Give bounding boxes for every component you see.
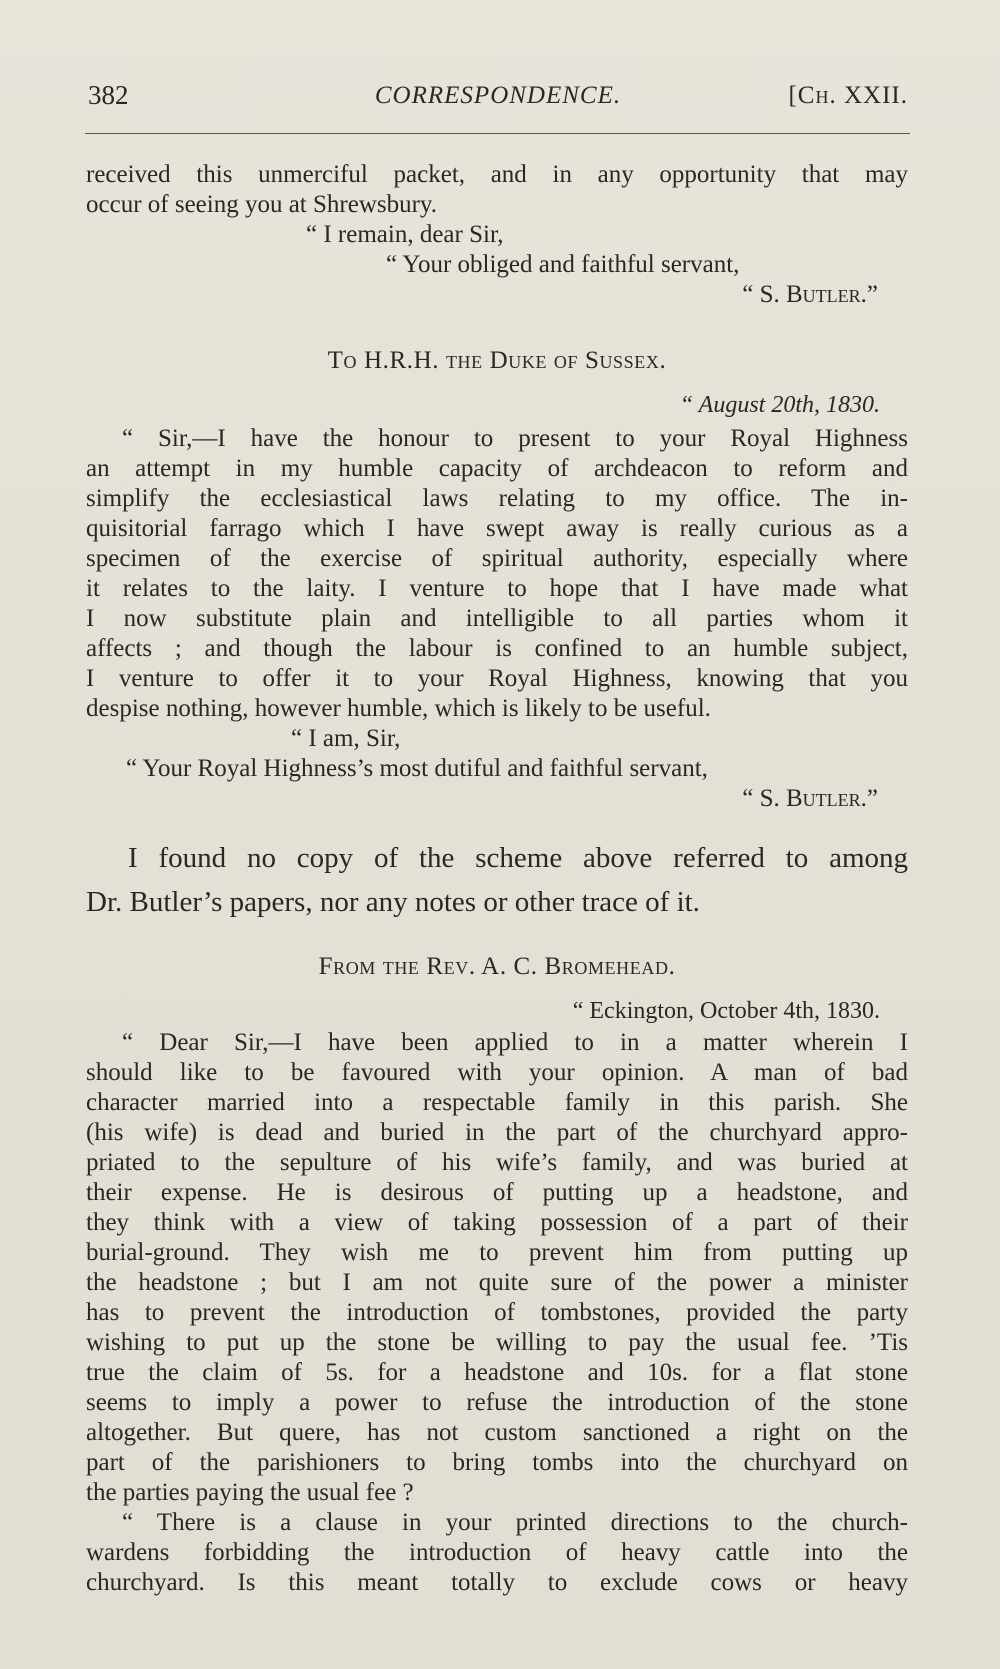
- text-line: received this unmerciful packet, and in any opportunity that may: [86, 161, 908, 188]
- text-line: should like to be favoured with your opinion. A man of bad: [86, 1059, 908, 1086]
- running-header: [88, 80, 908, 114]
- text-line: seems to imply a power to refuse the introduction of the stone: [86, 1389, 908, 1416]
- text-line: wardens forbidding the introduction of heavy cattle into the: [86, 1539, 908, 1566]
- chapter-label: [Ch. XXII.: [788, 82, 908, 109]
- header-rule: [85, 133, 910, 134]
- text-line: burial-ground. They wish me to prevent him from putting up: [86, 1239, 908, 1266]
- letter-bromehead: [86, 952, 908, 1598]
- text-line: priated to the sepulture of his wife’s family, and was buried at: [86, 1149, 908, 1176]
- text-line: they think with a view of taking possession of a part of their: [86, 1209, 908, 1236]
- text-line: specimen of the exercise of spiritual authority, especially where: [86, 545, 908, 572]
- text-line: true the claim of 5s. for a headstone and 10s. for a flat stone: [86, 1359, 908, 1386]
- signature: “ S. Butler.”: [742, 281, 878, 308]
- text-line: “ Dear Sir,—I have been applied to in a matter wherein I: [122, 1029, 908, 1056]
- text-line: character married into a respectable family in this parish. She: [86, 1089, 908, 1116]
- text-line: occur of seeing you at Shrewsbury.: [86, 191, 438, 218]
- text-line: I now substitute plain and intelligible to all parties whom it: [86, 605, 908, 632]
- text-line: an attempt in my humble capacity of archdeacon to reform and: [86, 455, 908, 482]
- text-line: altogether. But quere, has not custom sanctioned a right on the: [86, 1419, 908, 1446]
- letter-body: [86, 424, 908, 724]
- text-line: quisitorial farrago which I have swept away is really curious as a: [86, 515, 908, 542]
- letter-body-continued: [86, 1508, 908, 1598]
- text-line: (his wife) is dead and buried in the part of the churchyard appro-: [86, 1119, 908, 1146]
- closing-line: “ Your obliged and faithful servant,: [386, 251, 740, 278]
- text-line: wishing to put up the stone be willing to pay the usual fee. ’Tis: [86, 1329, 908, 1356]
- letter-duke-of-sussex: [86, 346, 908, 814]
- text-line: it relates to the laity. I venture to hope that I have made what: [86, 575, 908, 602]
- letter-date: “ Eckington, October 4th, 1830.: [572, 998, 880, 1024]
- signature: “ S. Butler.”: [742, 785, 878, 812]
- text-line: their expense. He is desirous of putting up a headstone, and: [86, 1179, 908, 1206]
- previous-letter-end: [86, 160, 908, 310]
- editorial-note: [86, 836, 908, 924]
- text-line: part of the parishioners to bring tombs into the churchyard on: [86, 1449, 908, 1476]
- note-line: Dr. Butler’s papers, nor any notes or other trace of it.: [86, 886, 700, 918]
- text-line: “ Sir,—I have the honour to present to your Royal Highness: [122, 425, 908, 452]
- page-number: 382: [88, 80, 129, 110]
- text-line: I venture to offer it to your Royal Highness, knowing that you: [86, 665, 908, 692]
- text-line: despise nothing, however humble, which is likely to be useful.: [86, 695, 711, 722]
- text-line: the headstone ; but I am not quite sure of the power a minister: [86, 1269, 908, 1296]
- note-line: I found no copy of the scheme above referred to among: [128, 842, 908, 874]
- letter-heading: From the Rev. A. C. Bromehead.: [318, 953, 676, 980]
- closing-line: “ I am, Sir,: [291, 725, 401, 752]
- text-line: has to prevent the introduction of tombstones, provided the party: [86, 1299, 908, 1326]
- closing-line: “ Your Royal Highness’s most dutiful and faithful servant,: [126, 755, 708, 782]
- text-line: affects ; and though the labour is confined to an humble subject,: [86, 635, 908, 662]
- closing-line: “ I remain, dear Sir,: [306, 221, 504, 248]
- letter-date: “ August 20th, 1830.: [679, 392, 880, 418]
- text-line: simplify the ecclesiastical laws relating to my office. The in-: [86, 485, 908, 512]
- text-line: the parties paying the usual fee ?: [86, 1479, 414, 1506]
- letter-body: [86, 1028, 908, 1508]
- text-line: churchyard. Is this meant totally to exclude cows or heavy: [86, 1569, 908, 1596]
- text-line: “ There is a clause in your printed directions to the church-: [122, 1509, 908, 1536]
- running-title: CORRESPONDENCE.: [374, 82, 622, 109]
- letter-heading: To H.R.H. the Duke of Sussex.: [327, 347, 667, 374]
